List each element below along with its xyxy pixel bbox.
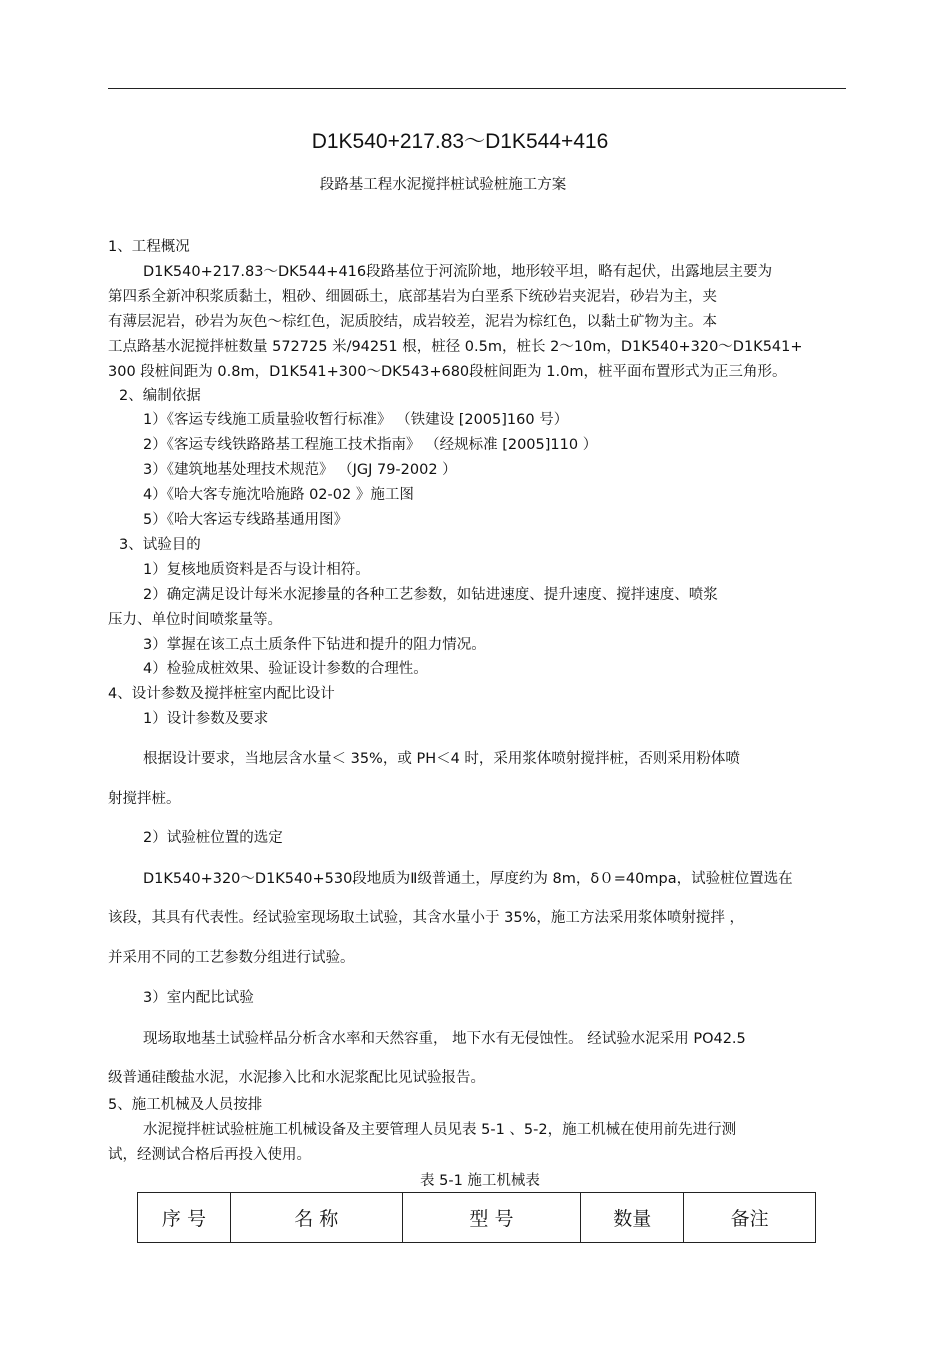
paragraph-line: 300 段桩间距为 0.8m，D1K541+300～DK543+680段桩间距为 1.0m，桩平面布置形式为正三角形。 <box>108 364 787 380</box>
paragraph-line: 并采用不同的工艺参数分组进行试验。 <box>108 950 355 966</box>
subsection-heading: 2）试验桩位置的选定 <box>143 830 283 846</box>
paragraph-line: 根据设计要求，当地层含水量＜ 35%，或 PH＜4 时，采用浆体喷射搅拌桩，否则采用粉体喷 <box>143 751 740 767</box>
paragraph-line: 该段，其具有代表性。经试验室现场取土试验，其含水量小于 35%，施工方法采用浆体喷射搅拌 ， <box>108 910 744 926</box>
paragraph-line: D1K540+217.83～DK544+416段路基位于河流阶地，地形较平坦，略有起伏，出露地层主要为 <box>143 264 773 280</box>
paragraph-line: D1K540+320～D1K540+530段地质为Ⅱ级普通土，厚度约为 8m，δ０=40mpa，试验桩位置选在 <box>143 871 793 887</box>
list-item: 3）《建筑地基处理技术规范》 （JGJ 79-2002 ） <box>143 462 457 478</box>
paragraph-line: 工点路基水泥搅拌桩数量 572725 米/94251 根，桩径 0.5m，桩长 2～10m，D1K540+320～D1K541+ <box>108 339 803 355</box>
list-item: 1）《客运专线施工质量验收暂行标准》 （铁建设 [2005]160 号） <box>143 412 569 428</box>
list-item: 1）复核地质资料是否与设计相符。 <box>143 562 370 578</box>
document-subtitle: 段路基工程水泥搅拌桩试验桩施工方案 <box>319 177 567 193</box>
paragraph-line: 第四系全新冲积浆质黏土，粗砂、细圆砾土，底部基岩为白垩系下统砂岩夹泥岩，砂岩为主，夹 <box>108 289 717 305</box>
table-header-cell: 序 号 <box>138 1193 231 1243</box>
paragraph-line: 级普通硅酸盐水泥，水泥掺入比和水泥浆配比见试验报告。 <box>108 1070 485 1086</box>
list-item: 4）检验成桩效果、验证设计参数的合理性。 <box>143 661 428 677</box>
table-header-cell: 备注 <box>684 1193 816 1243</box>
section-heading: 3、试验目的 <box>119 537 201 553</box>
table-caption: 表 5-1 施工机械表 <box>420 1173 540 1189</box>
paragraph-line: 现场取地基土试验样品分析含水率和天然容重， 地下水有无侵蚀性。 经试验水泥采用 PO42.5 <box>143 1031 746 1047</box>
paragraph-line: 水泥搅拌桩试验桩施工机械设备及主要管理人员见表 5-1 、5-2，施工机械在使用前先进行测 <box>143 1122 737 1138</box>
section-heading: 5、施工机械及人员按排 <box>108 1097 263 1113</box>
list-item: 5）《哈大客运专线路基通用图》 <box>143 512 348 528</box>
table-header-cell: 数量 <box>581 1193 684 1243</box>
paragraph-line: 射搅拌桩。 <box>108 791 181 807</box>
table-header-cell: 型 号 <box>402 1193 581 1243</box>
section-heading: 4、设计参数及搅拌桩室内配比设计 <box>108 686 335 702</box>
section-heading: 2、编制依据 <box>119 388 201 404</box>
equipment-table <box>137 1192 816 1243</box>
table-header-cell: 名 称 <box>230 1193 402 1243</box>
paragraph-line: 压力、单位时间喷浆量等。 <box>108 612 282 628</box>
list-item: 2）确定满足设计每米水泥掺量的各种工艺参数，如钻进速度、提升速度、搅拌速度、喷浆 <box>143 587 718 603</box>
table-header-row <box>138 1193 816 1243</box>
paragraph-line: 试，经测试合格后再投入使用。 <box>108 1147 311 1163</box>
paragraph-line: 有薄层泥岩，砂岩为灰色～棕红色，泥质胶结，成岩较差，泥岩为棕红色，以黏土矿物为主。本 <box>108 314 717 330</box>
subsection-heading: 1）设计参数及要求 <box>143 711 269 727</box>
header-rule <box>108 88 846 89</box>
document-title: D1K540+217.83～D1K544+416 <box>311 130 609 153</box>
subsection-heading: 3）室内配比试验 <box>143 990 254 1006</box>
list-item: 2）《客运专线铁路路基工程施工技术指南》 （经规标准 [2005]110 ） <box>143 437 598 453</box>
list-item: 4）《哈大客专施沈哈施路 02-02 》施工图 <box>143 487 414 503</box>
list-item: 3）掌握在该工点土质条件下钻进和提升的阻力情况。 <box>143 637 486 653</box>
section-heading: 1、工程概况 <box>108 239 190 255</box>
